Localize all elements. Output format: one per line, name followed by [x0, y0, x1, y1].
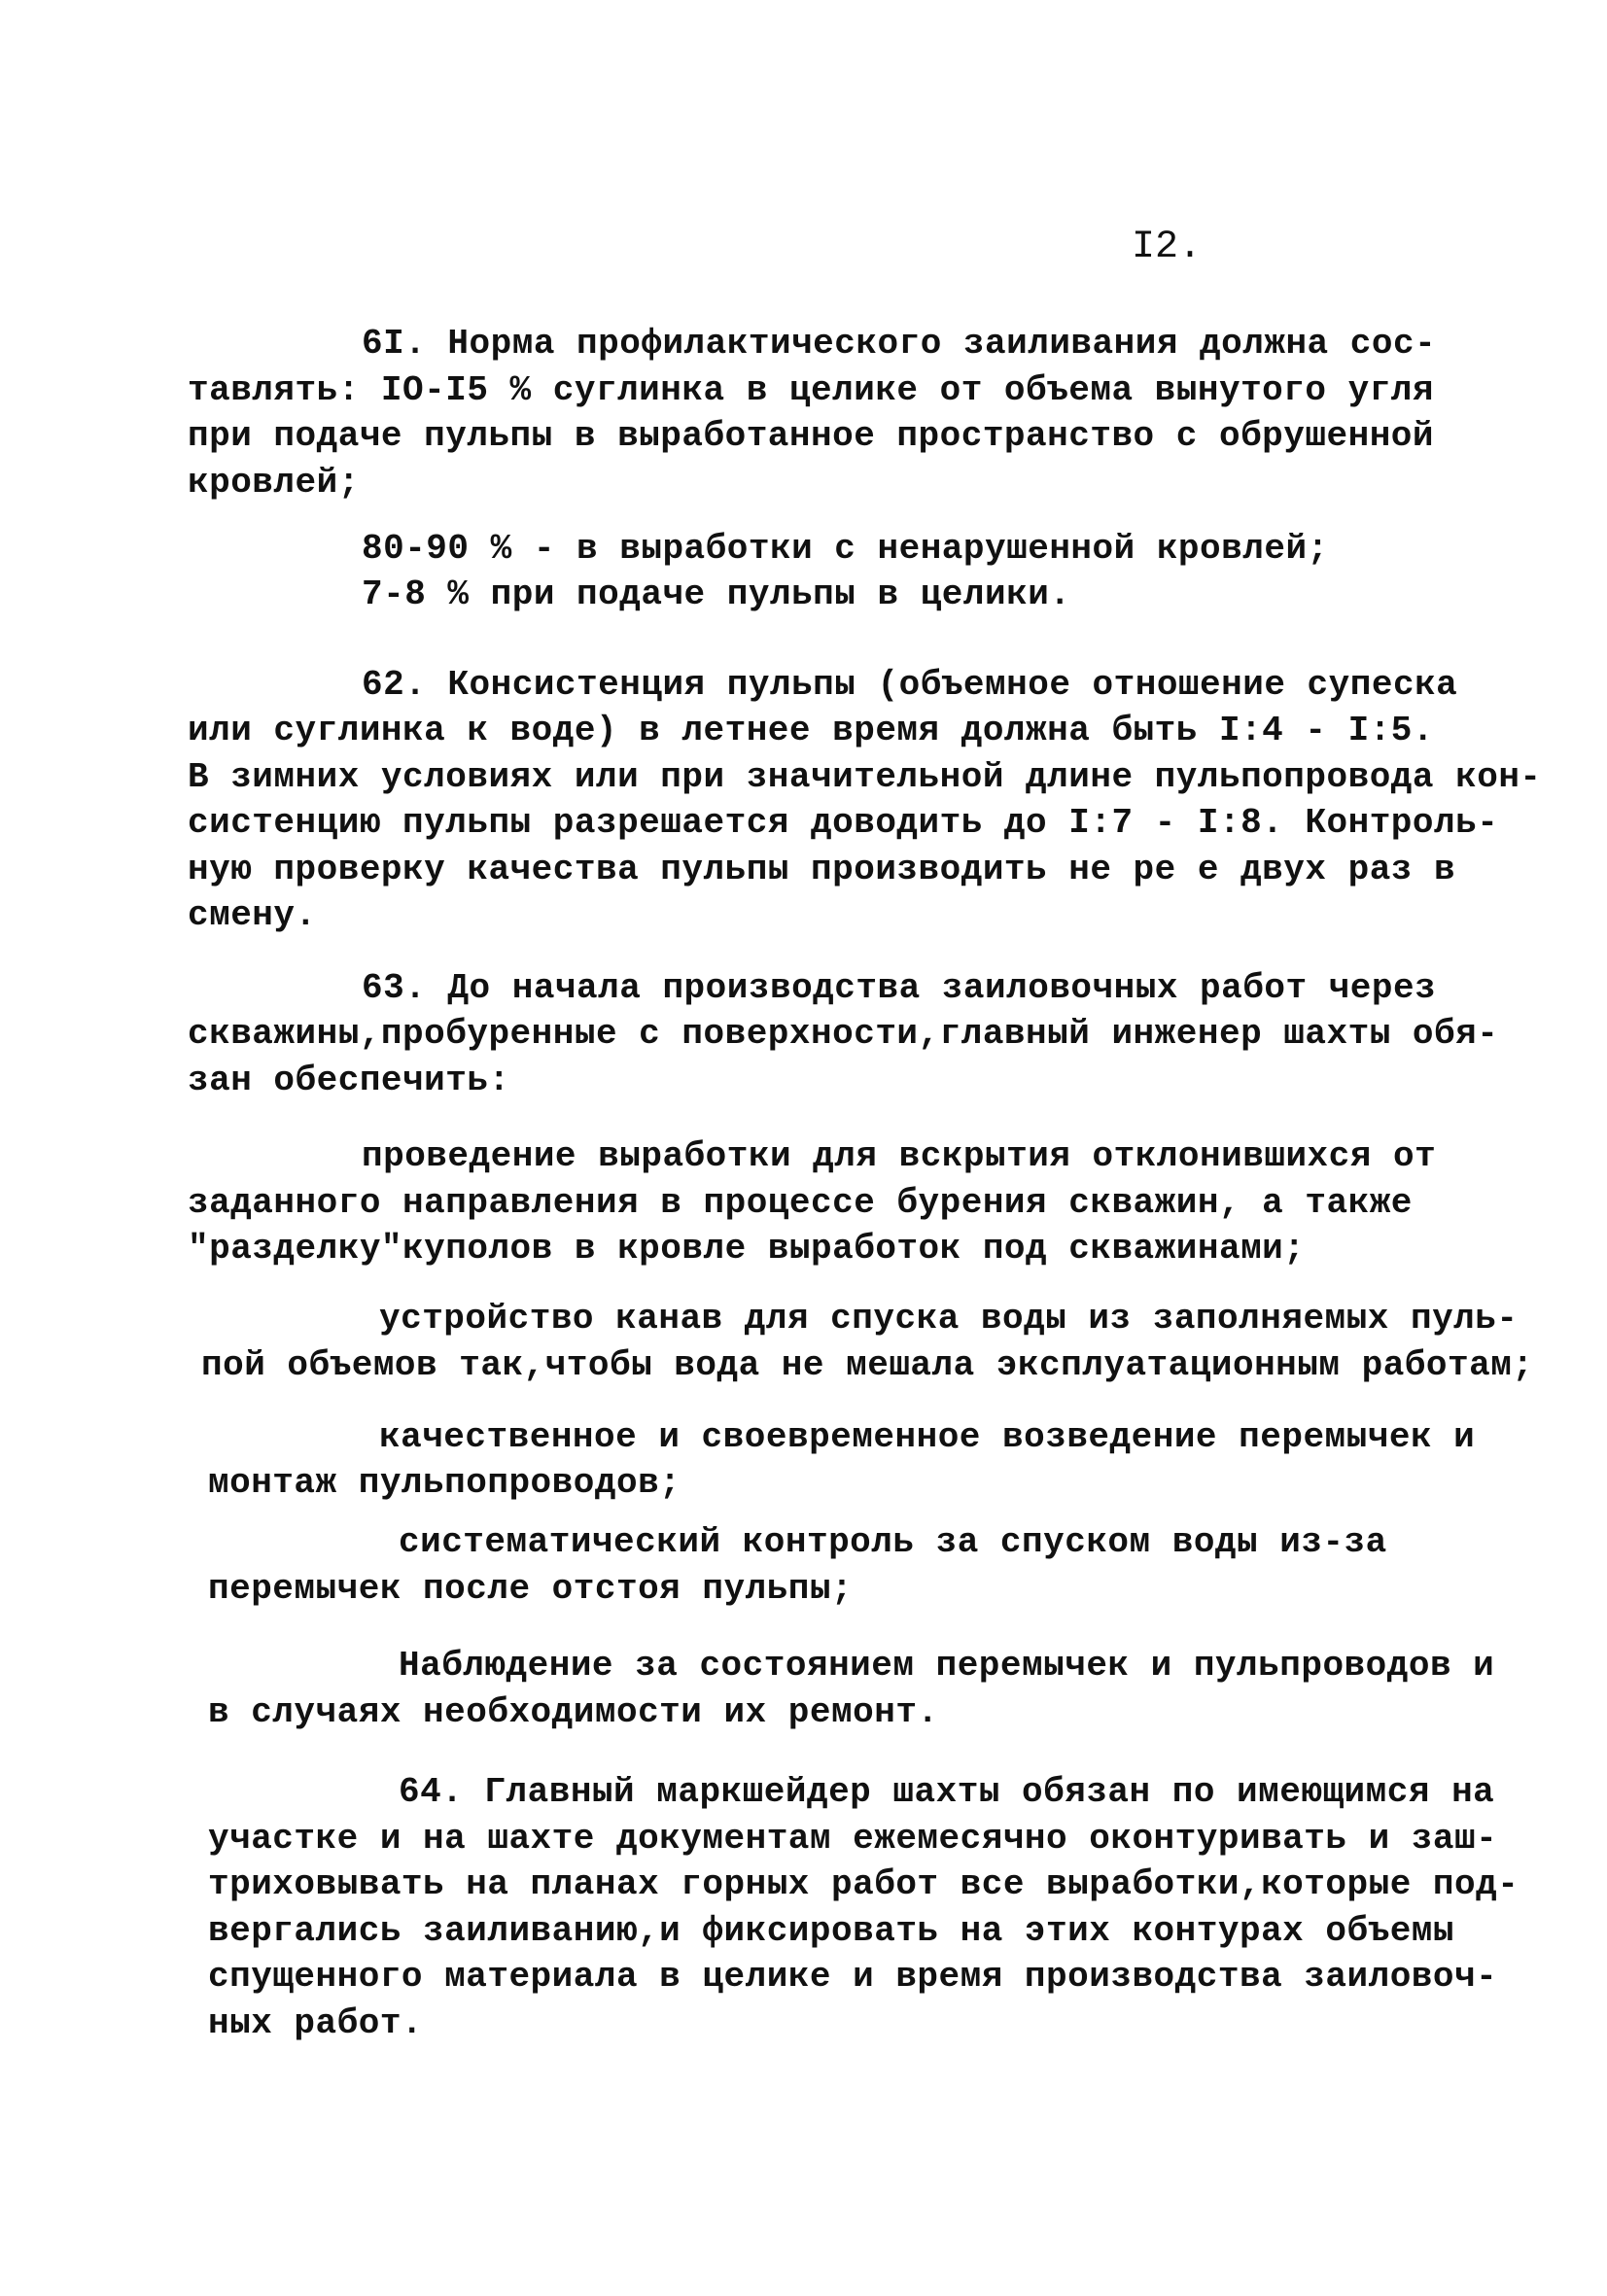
p64-line-2: участке и на шахте документам ежемесячно оконтуривать и заш- — [208, 1819, 1498, 1859]
item-2-line-1: устройство канав для спуска воды из заполняемых пуль- — [379, 1299, 1519, 1339]
item-4-line-2: перемычек после отстоя пульпы; — [208, 1569, 854, 1609]
p61-line-4: кровлей; — [188, 463, 360, 503]
p62-line-3: В зимних условиях или при значительной длине пульпопровода кон- — [188, 757, 1542, 797]
p62-line-4: систенцию пульпы разрешается доводить до I:7 - I:8. Контроль- — [188, 803, 1499, 843]
p63-line-1: 63. До начала производства заиловочных работ через — [362, 968, 1437, 1008]
p62-line-2: или суглинка к воде) в летнее время должна быть I:4 - I:5. — [188, 711, 1435, 750]
p64-line-6: ных работ. — [208, 2003, 424, 2043]
p62-line-1: 62. Консистенция пульпы (объемное отношение супеска — [362, 665, 1458, 705]
item-1-line-3: "разделку"куполов в кровле выработок под скважинами; — [188, 1229, 1306, 1269]
p64-line-5: спущенного материала в целике и время производства заиловоч- — [208, 1957, 1498, 1997]
p62-line-6: смену. — [188, 895, 317, 935]
item-5-line-1: Наблюдение за состоянием перемычек и пульпроводов и — [399, 1646, 1495, 1686]
p62-line-5: ную проверку качества пульпы производить не ре е двух раз в — [188, 850, 1456, 889]
p61-line-6: 7-8 % при подаче пульпы в целики. — [362, 574, 1071, 614]
p63-line-3: зан обеспечить: — [188, 1061, 510, 1100]
p61-line-3: при подаче пульпы в выработанное пространство с обрушенной — [188, 416, 1435, 456]
item-4-line-1: систематический контроль за спуском воды из-за — [399, 1522, 1387, 1562]
item-3-line-2: монтаж пульпопроводов; — [208, 1463, 681, 1503]
item-5-line-2: в случаях необходимости их ремонт. — [208, 1692, 939, 1732]
p64-line-1: 64. Главный маркшейдер шахты обязан по имеющимся на — [399, 1772, 1495, 1812]
p64-line-4: вергались заиливанию,и фиксировать на этих контурах объемы — [208, 1911, 1455, 1951]
item-1-line-1: проведение выработки для вскрытия отклонившихся от — [362, 1136, 1437, 1176]
p64-line-3: триховывать на планах горных работ все выработки,которые под- — [208, 1864, 1520, 1904]
p61-line-1: 6I. Норма профилактического заиливания должна сос- — [362, 324, 1437, 364]
p63-line-2: скважины,пробуренные с поверхности,главный инженер шахты обя- — [188, 1014, 1499, 1054]
item-2-line-2: пой объемов так,чтобы вода не мешала эксплуатационным работам; — [201, 1345, 1534, 1385]
item-3-line-1: качественное и своевременное возведение перемычек и — [379, 1417, 1476, 1457]
p61-line-5: 80-90 % - в выработки с ненарушенной кровлей; — [362, 529, 1329, 569]
page-number: I2. — [1132, 226, 1203, 269]
item-1-line-2: заданного направления в процессе бурения скважин, а также — [188, 1183, 1413, 1223]
p61-line-2: тавлять: IO-I5 % суглинка в целике от объема вынутого угля — [188, 370, 1435, 410]
